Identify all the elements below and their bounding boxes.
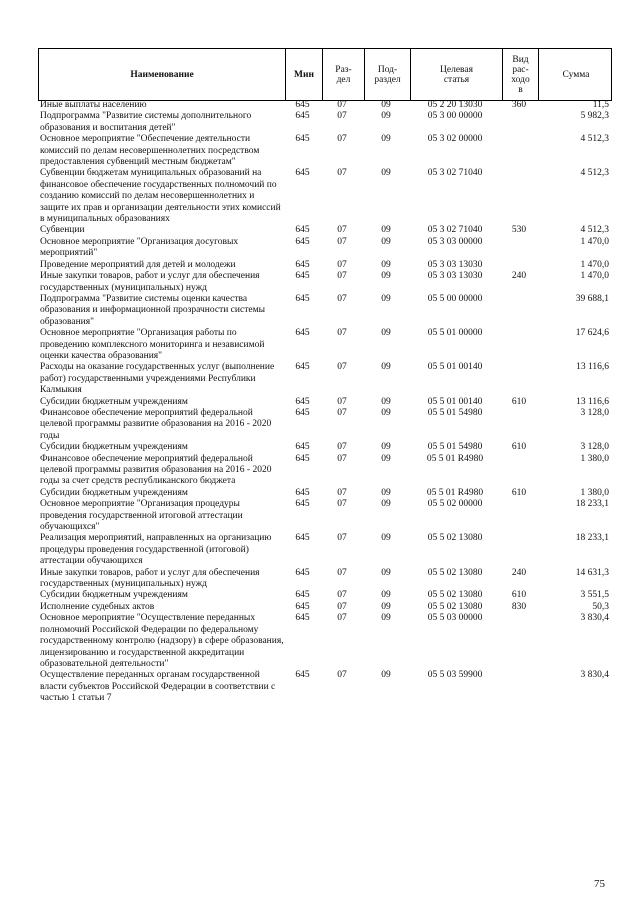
cell-pr: 09 bbox=[381, 259, 391, 270]
cell-pr: 09 bbox=[381, 601, 391, 612]
cell-pr: 09 bbox=[381, 100, 391, 110]
cell-sum: 3 128,0 bbox=[580, 407, 609, 418]
cell-pr: 09 bbox=[381, 168, 391, 179]
cell-name: Основное мероприятие "Организация работы по проведению комплексного мониторинга и независимой оценки качества образования" bbox=[40, 328, 265, 361]
cell-vr: 610 bbox=[511, 396, 527, 407]
cell-cs: 05 3 00 00000 bbox=[427, 111, 483, 122]
cell-min: 645 bbox=[295, 271, 310, 282]
table-row bbox=[38, 602, 612, 613]
cell-vr: 240 bbox=[511, 271, 527, 282]
cell-vr bbox=[501, 499, 537, 533]
cell-cs: 05 3 03 13030 bbox=[427, 259, 483, 270]
cell-min: 645 bbox=[295, 168, 310, 179]
table-row bbox=[38, 100, 612, 111]
cell-min: 645 bbox=[295, 407, 310, 418]
cell-cs: 05 5 02 00000 bbox=[427, 499, 483, 510]
cell-min: 645 bbox=[295, 134, 310, 145]
cell-sum: 3 128,0 bbox=[580, 442, 609, 453]
header-razdel-line1: Раз- bbox=[335, 64, 352, 75]
header-target-line1: Целевая bbox=[440, 64, 473, 75]
cell-name: Иные закупки товаров, работ и услуг для обеспечения государственных (муниципальных) нужд bbox=[40, 271, 260, 293]
cell-rz: 07 bbox=[337, 293, 347, 304]
cell-min: 645 bbox=[295, 499, 310, 510]
cell-name: Субсидии бюджетным учреждениям bbox=[40, 442, 188, 453]
cell-rz: 07 bbox=[337, 601, 347, 612]
table-row bbox=[38, 454, 612, 488]
cell-rz: 07 bbox=[337, 259, 347, 270]
cell-rz: 07 bbox=[337, 362, 347, 373]
cell-sum: 1 470,0 bbox=[580, 271, 609, 282]
cell-sum: 4 512,3 bbox=[580, 225, 609, 236]
cell-name: Проведение мероприятий для детей и молодежи bbox=[40, 259, 236, 270]
cell-name: Основное мероприятие "Организация процедуры проведения государственной итоговой аттестации обучающихся" bbox=[40, 499, 243, 533]
cell-name: Финансовое обеспечение мероприятий федеральной целевой программы развития образования на 2016 - 2020 годы за счет средств республиканского бюджета bbox=[40, 453, 272, 487]
cell-sum: 11,5 bbox=[592, 100, 609, 110]
cell-rz: 07 bbox=[337, 670, 347, 681]
cell-min: 645 bbox=[295, 613, 310, 624]
header-vid-line4: в bbox=[518, 84, 523, 95]
header-vid-line3: ходо bbox=[511, 74, 530, 85]
cell-rz: 07 bbox=[337, 100, 347, 110]
cell-pr: 09 bbox=[381, 613, 391, 624]
table-row bbox=[38, 568, 612, 591]
cell-min: 645 bbox=[295, 236, 310, 247]
cell-pr: 09 bbox=[381, 590, 391, 601]
table-row bbox=[38, 362, 612, 396]
cell-pr: 09 bbox=[381, 271, 391, 282]
cell-pr: 09 bbox=[381, 236, 391, 247]
cell-sum: 3 830,4 bbox=[580, 613, 609, 624]
header-sum: Сумма bbox=[538, 49, 613, 100]
cell-rz: 07 bbox=[337, 271, 347, 282]
cell-name: Подпрограмма "Развитие системы дополнительного образования и воспитания детей" bbox=[40, 111, 252, 133]
cell-name: Подпрограмма "Развитие системы оценки качества образования и информационной прозрачности системы образования" bbox=[40, 293, 265, 327]
header-target-line2: статья bbox=[443, 74, 470, 85]
cell-rz: 07 bbox=[337, 442, 347, 453]
cell-vr bbox=[501, 111, 537, 134]
cell-rz: 07 bbox=[337, 590, 347, 601]
cell-rz: 07 bbox=[337, 453, 347, 464]
cell-vr bbox=[501, 454, 537, 488]
cell-sum: 1 380,0 bbox=[580, 453, 609, 464]
cell-name: Иные закупки товаров, работ и услуг для обеспечения государственных (муниципальных) нужд bbox=[40, 567, 260, 590]
cell-rz: 07 bbox=[337, 533, 347, 544]
cell-pr: 09 bbox=[381, 453, 391, 464]
cell-name: Субвенции бюджетам муниципальных образований на финансовое обеспечение государственных полномочий по созданию комиссий по делам несовершеннолетних и защите их прав и организации деятельности этих комиссий в муниципальных образованиях bbox=[40, 168, 281, 225]
cell-sum: 3 830,4 bbox=[580, 670, 609, 681]
cell-rz: 07 bbox=[337, 236, 347, 247]
table-row bbox=[38, 168, 612, 225]
cell-rz: 07 bbox=[337, 407, 347, 418]
cell-sum: 1 470,0 bbox=[580, 236, 609, 247]
cell-sum: 18 233,1 bbox=[575, 533, 609, 544]
cell-vr: 360 bbox=[511, 100, 527, 110]
cell-vr bbox=[501, 168, 537, 225]
table-header bbox=[38, 48, 612, 101]
cell-vr bbox=[501, 294, 537, 328]
cell-min: 645 bbox=[295, 533, 310, 544]
cell-cs: 05 5 01 R4980 bbox=[426, 453, 484, 464]
cell-min: 645 bbox=[295, 111, 310, 122]
cell-name: Финансовое обеспечение мероприятий федеральной целевой программы развитие образования на 2016 - 2020 годы bbox=[40, 407, 272, 441]
cell-pr: 09 bbox=[381, 225, 391, 236]
cell-cs: 05 3 02 71040 bbox=[427, 225, 483, 236]
table-row bbox=[38, 111, 612, 134]
cell-pr: 09 bbox=[381, 487, 391, 498]
cell-sum: 1 380,0 bbox=[580, 487, 609, 498]
cell-vr bbox=[501, 613, 537, 670]
cell-vr bbox=[501, 408, 537, 442]
table-row bbox=[38, 670, 612, 704]
cell-cs: 05 3 02 00000 bbox=[427, 134, 483, 145]
cell-pr: 09 bbox=[381, 134, 391, 145]
header-vid-line1: Вид bbox=[512, 54, 529, 65]
cell-rz: 07 bbox=[337, 134, 347, 145]
table-row bbox=[38, 225, 612, 236]
cell-cs: 05 3 03 00000 bbox=[427, 236, 483, 247]
table-row bbox=[38, 533, 612, 567]
cell-sum: 17 624,6 bbox=[575, 328, 609, 339]
cell-name: Расходы на оказание государственных услуг (выполнение работ) государственными учреждениями Республики Калмыкия bbox=[40, 362, 275, 396]
cell-vr bbox=[501, 237, 537, 260]
cell-rz: 07 bbox=[337, 111, 347, 122]
cell-name: Основное мероприятие "Организация досуговых мероприятий" bbox=[40, 236, 239, 259]
table-row bbox=[38, 590, 612, 601]
header-podrazdel bbox=[364, 49, 410, 100]
cell-sum: 13 116,6 bbox=[576, 362, 609, 373]
cell-min: 645 bbox=[295, 225, 310, 236]
table-row bbox=[38, 442, 612, 453]
cell-name: Субсидии бюджетным учреждениям bbox=[40, 487, 188, 498]
cell-sum: 50,3 bbox=[592, 601, 609, 612]
cell-pr: 09 bbox=[381, 111, 391, 122]
cell-vr: 830 bbox=[511, 601, 527, 612]
header-name: Наименование bbox=[130, 69, 194, 80]
cell-name: Субвенции bbox=[40, 225, 85, 236]
cell-vr: 240 bbox=[511, 567, 527, 578]
cell-pr: 09 bbox=[381, 328, 391, 339]
cell-rz: 07 bbox=[337, 613, 347, 624]
table-row bbox=[38, 328, 612, 362]
cell-min: 645 bbox=[295, 396, 310, 407]
cell-min: 645 bbox=[295, 487, 310, 498]
cell-cs: 05 5 02 13080 bbox=[427, 533, 483, 544]
cell-cs: 05 5 02 13080 bbox=[427, 590, 483, 601]
header-min: Мин bbox=[285, 49, 322, 100]
cell-vr: 610 bbox=[511, 590, 527, 601]
cell-cs: 05 5 01 00140 bbox=[427, 396, 483, 407]
header-podrazdel-line1: Под- bbox=[377, 64, 398, 75]
cell-rz: 07 bbox=[337, 396, 347, 407]
cell-cs: 05 5 03 00000 bbox=[427, 613, 483, 624]
budget-table bbox=[38, 100, 612, 705]
cell-min: 645 bbox=[295, 362, 310, 373]
cell-pr: 09 bbox=[381, 362, 391, 373]
table-row bbox=[38, 408, 612, 442]
cell-vr bbox=[501, 362, 537, 396]
cell-vr bbox=[501, 328, 537, 362]
cell-cs: 05 3 02 71040 bbox=[427, 168, 483, 179]
cell-sum: 18 233,1 bbox=[575, 499, 609, 510]
cell-min: 645 bbox=[295, 100, 310, 110]
cell-vr bbox=[501, 670, 537, 704]
cell-min: 645 bbox=[295, 453, 310, 464]
cell-vr: 530 bbox=[511, 225, 527, 236]
cell-cs: 05 2 20 13030 bbox=[427, 100, 483, 110]
page-number: 75 bbox=[594, 878, 605, 890]
cell-sum: 13 116,6 bbox=[576, 396, 609, 407]
cell-pr: 09 bbox=[381, 442, 391, 453]
table-row bbox=[38, 260, 612, 271]
cell-vr bbox=[501, 134, 537, 168]
table-row bbox=[38, 134, 612, 168]
header-target bbox=[410, 49, 502, 100]
cell-name: Исполнение судебных актов bbox=[40, 601, 155, 612]
cell-sum: 4 512,3 bbox=[580, 168, 609, 179]
cell-min: 645 bbox=[295, 442, 310, 453]
cell-name: Субсидии бюджетным учреждениям bbox=[40, 590, 188, 601]
cell-name: Основное мероприятие "Обеспечение деятельности комиссий по делам несовершеннолетних посредством предоставления субвенций местным бюджетам" bbox=[40, 134, 260, 168]
cell-cs: 05 5 03 59900 bbox=[427, 670, 483, 681]
cell-cs: 05 5 01 54980 bbox=[427, 407, 483, 418]
cell-pr: 09 bbox=[381, 533, 391, 544]
cell-rz: 07 bbox=[337, 499, 347, 510]
cell-sum: 5 982,3 bbox=[580, 111, 609, 122]
header-vid bbox=[502, 49, 538, 100]
cell-sum: 3 551,5 bbox=[580, 590, 609, 601]
header-vid-line2: рас- bbox=[512, 64, 529, 75]
cell-pr: 09 bbox=[381, 670, 391, 681]
cell-pr: 09 bbox=[381, 396, 391, 407]
table-row bbox=[38, 237, 612, 260]
cell-name: Реализация мероприятий, направленных на организацию процедуры проведения государственной (итоговой) аттестации обучающихся bbox=[40, 533, 272, 567]
cell-cs: 05 5 01 54980 bbox=[427, 442, 483, 453]
cell-min: 645 bbox=[295, 293, 310, 304]
cell-rz: 07 bbox=[337, 567, 347, 578]
cell-cs: 05 5 02 13080 bbox=[427, 601, 483, 612]
cell-min: 645 bbox=[295, 259, 310, 270]
cell-cs: 05 5 01 00000 bbox=[427, 328, 483, 339]
cell-cs: 05 5 01 R4980 bbox=[426, 487, 484, 498]
cell-name: Осуществление переданных органам государственной власти субъектов Российской Федерации в соответствии с частью 1 статьи 7 bbox=[40, 670, 276, 704]
header-razdel bbox=[322, 49, 364, 100]
cell-min: 645 bbox=[295, 590, 310, 601]
cell-pr: 09 bbox=[381, 293, 391, 304]
cell-rz: 07 bbox=[337, 328, 347, 339]
table-row bbox=[38, 294, 612, 328]
table-row bbox=[38, 271, 612, 294]
table-row bbox=[38, 613, 612, 670]
cell-sum: 4 512,3 bbox=[580, 134, 609, 145]
table-row bbox=[38, 488, 612, 499]
cell-cs: 05 5 01 00140 bbox=[427, 362, 483, 373]
cell-cs: 05 5 00 00000 bbox=[427, 293, 483, 304]
cell-name: Основное мероприятие "Осуществление переданных полномочий Российской Федерации по федеральному государственному контролю (надзору) в сфере образования, лицензированию и государственной аккредитации образовательной деятельности" bbox=[40, 613, 284, 669]
cell-rz: 07 bbox=[337, 168, 347, 179]
cell-vr: 610 bbox=[511, 487, 527, 498]
cell-cs: 05 5 02 13080 bbox=[427, 567, 483, 578]
cell-pr: 09 bbox=[381, 499, 391, 510]
cell-rz: 07 bbox=[337, 225, 347, 236]
cell-vr: 610 bbox=[511, 442, 527, 453]
cell-vr bbox=[501, 533, 537, 567]
cell-sum: 39 688,1 bbox=[575, 293, 609, 304]
table-row bbox=[38, 397, 612, 408]
cell-cs: 05 3 03 13030 bbox=[427, 271, 483, 282]
cell-min: 645 bbox=[295, 670, 310, 681]
header-podrazdel-line2: раздел bbox=[374, 74, 401, 85]
cell-rz: 07 bbox=[337, 487, 347, 498]
cell-pr: 09 bbox=[381, 407, 391, 418]
cell-sum: 1 470,0 bbox=[580, 259, 609, 270]
table-row bbox=[38, 499, 612, 533]
header-razdel-line2: дел bbox=[336, 74, 351, 85]
cell-name: Субсидии бюджетным учреждениям bbox=[40, 396, 188, 407]
cell-min: 645 bbox=[295, 328, 310, 339]
cell-min: 645 bbox=[295, 567, 310, 578]
cell-vr bbox=[501, 260, 537, 271]
cell-sum: 14 631,3 bbox=[575, 567, 609, 578]
cell-pr: 09 bbox=[381, 567, 391, 578]
cell-name: Иные выплаты населению bbox=[40, 100, 147, 110]
cell-min: 645 bbox=[295, 601, 310, 612]
